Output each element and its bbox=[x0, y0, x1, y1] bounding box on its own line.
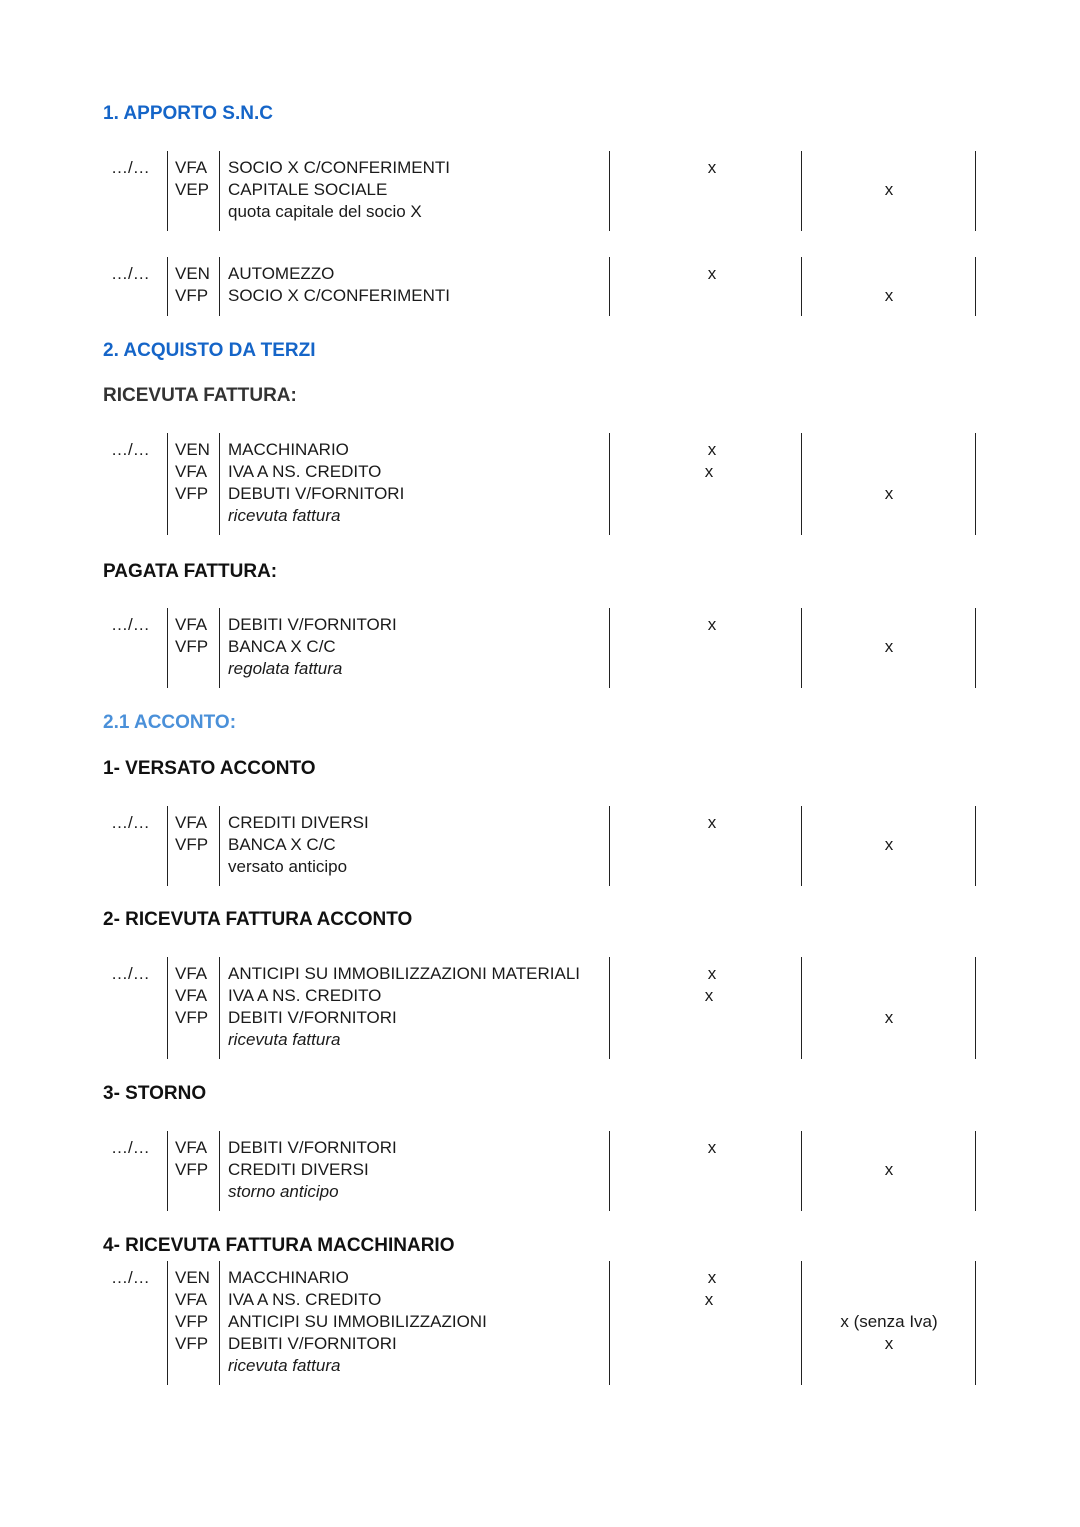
account: AUTOMEZZO bbox=[228, 264, 335, 283]
journal-entry bbox=[0, 1131, 1080, 1211]
account: MACCHINARIO bbox=[228, 1268, 349, 1287]
entry-accounts bbox=[228, 1137, 397, 1203]
account: IVA A NS. CREDITO bbox=[228, 462, 382, 481]
journal-entry bbox=[0, 1261, 1080, 1385]
dare-mark: x bbox=[707, 264, 717, 283]
journal-entry bbox=[0, 257, 1080, 316]
code: VFP bbox=[175, 484, 209, 503]
entry-date: …/… bbox=[111, 264, 150, 283]
subheading-versato-acconto: 1- VERSATO ACCONTO bbox=[103, 758, 316, 779]
avere-mark bbox=[803, 812, 975, 834]
divider bbox=[609, 433, 610, 535]
account: IVA A NS. CREDITO bbox=[228, 1290, 382, 1309]
divider bbox=[975, 1131, 976, 1211]
entry-accounts bbox=[228, 263, 450, 307]
dare-column bbox=[612, 812, 802, 878]
avere-column bbox=[803, 963, 975, 1051]
entry-date: …/… bbox=[111, 1138, 150, 1157]
entry-date: …/… bbox=[111, 440, 150, 459]
avere-mark: x bbox=[884, 1160, 894, 1179]
description: ricevuta fattura bbox=[228, 506, 341, 525]
entry-codes bbox=[175, 963, 208, 1051]
entry-accounts bbox=[228, 614, 397, 680]
entry-date: …/… bbox=[111, 813, 150, 832]
code bbox=[175, 201, 209, 223]
divider bbox=[975, 806, 976, 886]
journal-entry bbox=[0, 151, 1080, 231]
avere-column bbox=[803, 812, 975, 878]
code: VFA bbox=[175, 615, 208, 634]
avere-mark bbox=[803, 201, 975, 223]
code: VFA bbox=[175, 986, 208, 1005]
section-heading-acquisto: 2. ACQUISTO DA TERZI bbox=[103, 340, 316, 361]
avere-mark bbox=[803, 1181, 975, 1203]
account: DEBITI V/FORNITORI bbox=[228, 1334, 397, 1353]
entry-date: …/… bbox=[111, 158, 150, 177]
dare-mark: x bbox=[707, 813, 717, 832]
code: VFP bbox=[175, 637, 209, 656]
avere-mark: x bbox=[884, 180, 894, 199]
entry-accounts bbox=[228, 439, 404, 527]
dare-column bbox=[612, 963, 802, 1051]
divider bbox=[609, 151, 610, 231]
dare-mark: x bbox=[704, 462, 714, 481]
avere-column bbox=[803, 157, 975, 223]
divider bbox=[219, 257, 220, 316]
entry-codes bbox=[175, 812, 208, 878]
avere-column bbox=[803, 1137, 975, 1203]
entry-codes bbox=[175, 1137, 208, 1203]
divider bbox=[975, 433, 976, 535]
description: ricevuta fattura bbox=[228, 1356, 341, 1375]
divider bbox=[609, 957, 610, 1059]
account: BANCA X C/C bbox=[228, 835, 336, 854]
account: DEBITI V/FORNITORI bbox=[228, 615, 397, 634]
divider bbox=[167, 1261, 168, 1385]
divider bbox=[609, 806, 610, 886]
divider bbox=[975, 151, 976, 231]
code: VFA bbox=[175, 462, 208, 481]
entry-date: …/… bbox=[111, 1268, 150, 1287]
description: regolata fattura bbox=[228, 659, 343, 678]
avere-column bbox=[803, 439, 975, 527]
dare-mark: x bbox=[704, 1290, 714, 1309]
account: IVA A NS. CREDITO bbox=[228, 986, 382, 1005]
account: SOCIO X C/CONFERIMENTI bbox=[228, 286, 450, 305]
avere-mark: x bbox=[884, 637, 894, 656]
divider bbox=[609, 1131, 610, 1211]
avere-mark bbox=[803, 985, 975, 1007]
divider bbox=[219, 1131, 220, 1211]
code: VEN bbox=[175, 1268, 210, 1287]
avere-mark bbox=[803, 157, 975, 179]
account: DEBUTI V/FORNITORI bbox=[228, 484, 405, 503]
subheading-pagata-fattura: PAGATA FATTURA: bbox=[103, 561, 278, 582]
subheading-ricevuta-fattura: RICEVUTA FATTURA: bbox=[103, 385, 297, 406]
avere-mark: x (senza Iva) bbox=[840, 1312, 938, 1331]
subheading-ricevuta-fattura-macchinario: 4- RICEVUTA FATTURA MACCHINARIO bbox=[103, 1235, 455, 1256]
divider bbox=[975, 608, 976, 688]
avere-mark bbox=[803, 963, 975, 985]
code bbox=[175, 505, 210, 527]
description: storno anticipo bbox=[228, 1182, 339, 1201]
avere-mark: x bbox=[884, 484, 894, 503]
avere-mark bbox=[803, 461, 975, 483]
divider bbox=[609, 608, 610, 688]
code: VEN bbox=[175, 264, 210, 283]
section-heading-acconto: 2.1 ACCONTO: bbox=[103, 712, 237, 733]
journal-entry bbox=[0, 608, 1080, 688]
avere-mark bbox=[803, 856, 975, 878]
divider bbox=[167, 957, 168, 1059]
subheading-storno: 3- STORNO bbox=[103, 1083, 207, 1104]
divider bbox=[219, 957, 220, 1059]
account: SOCIO X C/CONFERIMENTI bbox=[228, 158, 450, 177]
divider bbox=[975, 1261, 976, 1385]
avere-mark: x bbox=[884, 835, 894, 854]
code: VFP bbox=[175, 1334, 209, 1353]
account: DEBITI V/FORNITORI bbox=[228, 1138, 397, 1157]
account: DEBITI V/FORNITORI bbox=[228, 1008, 397, 1027]
entry-accounts bbox=[228, 1267, 487, 1377]
account: CREDITI DIVERSI bbox=[228, 813, 369, 832]
dare-mark: x bbox=[707, 440, 717, 459]
journal-entry bbox=[0, 806, 1080, 886]
code bbox=[175, 1355, 210, 1377]
dare-column bbox=[612, 439, 802, 527]
avere-mark bbox=[803, 1355, 975, 1377]
description: ricevuta fattura bbox=[228, 1030, 341, 1049]
dare-mark: x bbox=[707, 158, 717, 177]
divider bbox=[219, 151, 220, 231]
divider bbox=[167, 806, 168, 886]
divider bbox=[167, 151, 168, 231]
account: MACCHINARIO bbox=[228, 440, 349, 459]
divider bbox=[167, 1131, 168, 1211]
code: VFA bbox=[175, 158, 208, 177]
code: VFP bbox=[175, 286, 209, 305]
code: VFA bbox=[175, 1138, 208, 1157]
dare-column bbox=[612, 1267, 802, 1377]
divider bbox=[975, 957, 976, 1059]
divider bbox=[167, 257, 168, 316]
account: CAPITALE SOCIALE bbox=[228, 180, 388, 199]
code: VFP bbox=[175, 1160, 209, 1179]
code bbox=[175, 856, 208, 878]
entry-accounts bbox=[228, 963, 580, 1051]
avere-mark bbox=[803, 1137, 975, 1159]
dare-column bbox=[612, 157, 802, 223]
divider bbox=[167, 433, 168, 535]
avere-mark bbox=[803, 1267, 975, 1289]
code bbox=[175, 1029, 208, 1051]
divider bbox=[219, 608, 220, 688]
dare-column bbox=[612, 1137, 802, 1203]
code: VFA bbox=[175, 964, 208, 983]
section-heading-apporto: 1. APPORTO S.N.C bbox=[103, 103, 273, 124]
avere-mark: x bbox=[884, 1334, 894, 1353]
entry-codes bbox=[175, 263, 210, 307]
account: ANTICIPI SU IMMOBILIZZAZIONI bbox=[228, 1312, 487, 1331]
dare-mark: x bbox=[707, 615, 717, 634]
dare-mark: x bbox=[707, 1138, 717, 1157]
account: BANCA X C/C bbox=[228, 637, 336, 656]
description: versato anticipo bbox=[228, 857, 348, 876]
code: VEP bbox=[175, 180, 210, 199]
code bbox=[175, 1181, 208, 1203]
code: VFP bbox=[175, 1008, 209, 1027]
entry-codes bbox=[175, 1267, 210, 1377]
avere-mark: x bbox=[884, 1008, 894, 1027]
dare-mark: x bbox=[704, 986, 714, 1005]
avere-mark bbox=[803, 658, 975, 680]
divider bbox=[219, 1261, 220, 1385]
avere-column bbox=[803, 263, 975, 307]
divider bbox=[219, 433, 220, 535]
avere-mark bbox=[803, 1289, 975, 1311]
description: quota capitale del socio X bbox=[228, 202, 422, 221]
avere-mark bbox=[803, 263, 975, 285]
journal-entry bbox=[0, 957, 1080, 1059]
avere-mark: x bbox=[884, 286, 894, 305]
code: VFA bbox=[175, 813, 208, 832]
entry-date: …/… bbox=[111, 964, 150, 983]
divider bbox=[167, 608, 168, 688]
journal-entry bbox=[0, 433, 1080, 535]
avere-mark bbox=[803, 439, 975, 461]
dare-column bbox=[612, 614, 802, 680]
avere-mark bbox=[803, 505, 975, 527]
avere-column bbox=[803, 1267, 975, 1377]
code: VFP bbox=[175, 835, 209, 854]
avere-column bbox=[803, 614, 975, 680]
entry-codes bbox=[175, 614, 208, 680]
divider bbox=[609, 1261, 610, 1385]
account: ANTICIPI SU IMMOBILIZZAZIONI MATERIALI bbox=[228, 964, 580, 983]
entry-codes bbox=[175, 157, 209, 223]
dare-mark: x bbox=[707, 964, 717, 983]
subheading-ricevuta-fattura-acconto: 2- RICEVUTA FATTURA ACCONTO bbox=[103, 909, 413, 930]
divider bbox=[975, 257, 976, 316]
code: VEN bbox=[175, 440, 210, 459]
entry-codes bbox=[175, 439, 210, 527]
dare-mark: x bbox=[707, 1268, 717, 1287]
dare-column bbox=[612, 263, 802, 307]
divider bbox=[219, 806, 220, 886]
entry-accounts bbox=[228, 157, 450, 223]
avere-mark bbox=[803, 1029, 975, 1051]
avere-mark bbox=[803, 614, 975, 636]
account: CREDITI DIVERSI bbox=[228, 1160, 369, 1179]
code bbox=[175, 658, 208, 680]
divider bbox=[609, 257, 610, 316]
entry-date: …/… bbox=[111, 615, 150, 634]
code: VFA bbox=[175, 1290, 208, 1309]
entry-accounts bbox=[228, 812, 369, 878]
code: VFP bbox=[175, 1312, 209, 1331]
